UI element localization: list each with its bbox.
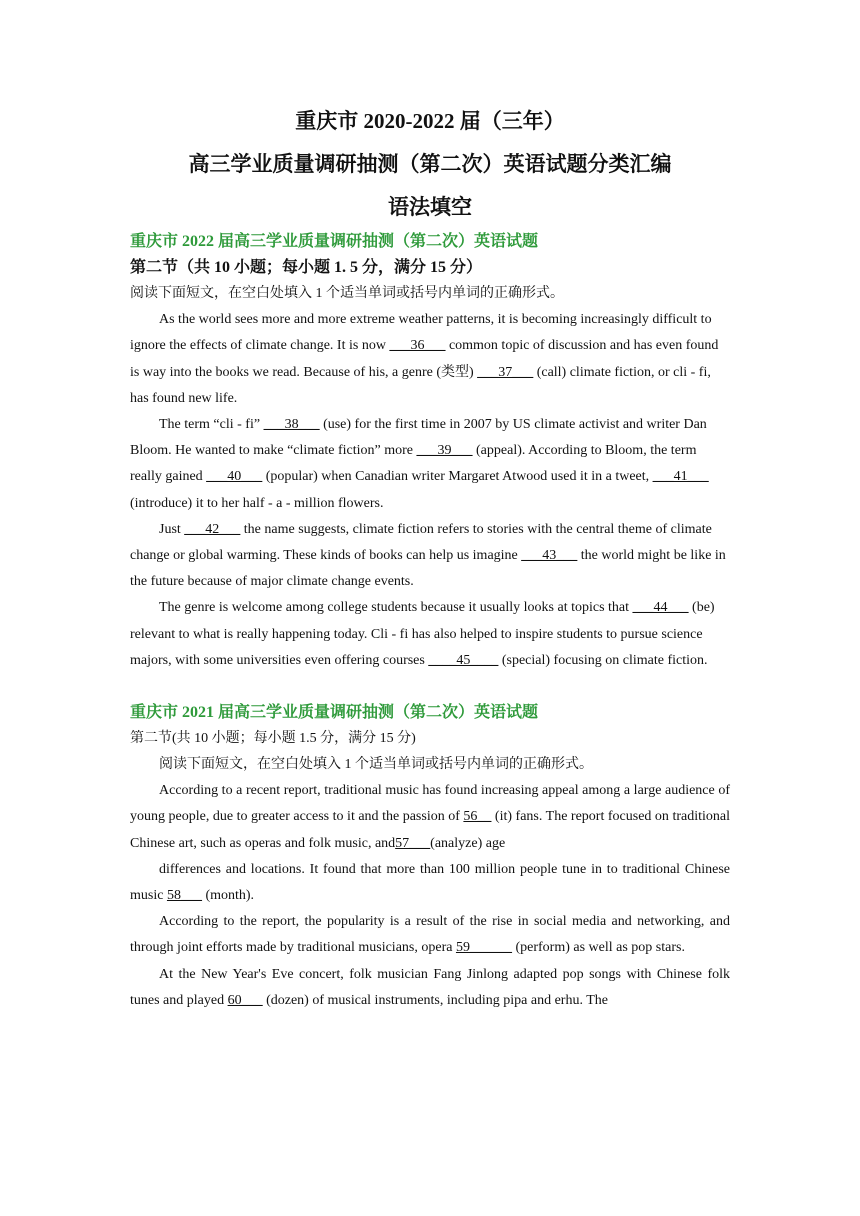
blank-58[interactable]: 58___ <box>166 888 202 904</box>
section-2022-title: 重庆市 2022 届高三学业质量调研抽测（第二次）英语试题 <box>130 233 539 250</box>
passage-2022-paragraph-4: The genre is welcome among college students because it usually looks at topics that ___44___ (be) relevant to what is really happening today. Cli - fi has also helped to inspire students to pursue science majors, with some universities even offering courses ____45____ (special) focusing on climate fiction. <box>130 600 715 668</box>
section-2021-instruction: 阅读下面短文，在空白处填入 1 个适当单词或括号内单词的正确形式。 <box>159 757 593 773</box>
document-title-line-3: 语法填空 <box>388 195 472 219</box>
document-title-line-1: 重庆市 2020-2022 届（三年） <box>295 109 565 133</box>
section-2022-instruction: 阅读下面短文，在空白处填入 1 个适当单词或括号内单词的正确形式。 <box>130 286 564 301</box>
section-2021-title: 重庆市 2021 届高三学业质量调研抽测（第二次）英语试题 <box>130 704 539 722</box>
blank-57[interactable]: 57___ <box>395 835 431 851</box>
blank-41[interactable]: ___41___ <box>652 469 709 485</box>
blank-37[interactable]: ___37___ <box>477 364 534 380</box>
blank-40[interactable]: ___40___ <box>206 469 263 485</box>
passage-2022-paragraph-2: The term “cli - fi” ___38___ (use) for the first time in 2007 by US climate activist and writer Dan Bloom. He wanted to make “climate fiction” more ___39___ (appeal). According to Bloom, the term really gained ___40___ (popular) when Canadian writer Margaret Atwood used it in a tweet, ___41___ (introduce) it to her half - a - million flowers. <box>130 417 709 511</box>
passage-2021-paragraph-2: differences and locations. It found that more than 100 million people tune in to traditional Chinese music 58___ (month). <box>130 861 730 904</box>
blank-39[interactable]: ___39___ <box>416 443 473 459</box>
passage-2021-paragraph-3: According to the report, the popularity is a result of the rise in social media and networking, and through joint efforts made by traditional musicians, opera 59______ (perform) as well as pop stars. <box>130 914 730 956</box>
blank-59[interactable]: 59______ <box>455 940 512 956</box>
passage-2022-paragraph-3: Just ___42___ the name suggests, climate fiction refers to stories with the central theme of climate change or global warming. These kinds of books can help us imagine ___43___ the world might be like in the future because of major climate change events. <box>130 521 726 590</box>
blank-42[interactable]: ___42___ <box>184 521 241 537</box>
document-title-line-2: 高三学业质量调研抽测（第二次）英语试题分类汇编 <box>188 152 672 176</box>
section-2022-subtitle: 第二节（共 10 小题；每小题 1. 5 分，满分 15 分） <box>130 259 483 276</box>
blank-45[interactable]: ____45____ <box>428 652 499 668</box>
section-spacer <box>130 674 730 700</box>
blank-43[interactable]: ___43___ <box>521 548 578 564</box>
passage-2021-paragraph-1: According to a recent report, traditional music has found increasing appeal among a large audience of young people, due to greater access to it and the passion of 56__ (it) fans. The report focused on traditional Chinese art, such as operas and folk music, and57___(analyze) age <box>130 783 730 851</box>
passage-2021-paragraph-4: At the New Year's Eve concert, folk musician Fang Jinlong adapted pop songs with Chinese folk tunes and played 60___ (dozen) of musical instruments, including pipa and erhu. The <box>130 966 730 1008</box>
blank-36[interactable]: ___36___ <box>389 338 446 354</box>
document-page <box>130 100 730 1014</box>
blank-38[interactable]: ___38___ <box>263 417 320 433</box>
blank-56[interactable]: 56__ <box>463 809 492 825</box>
section-2021-subtitle: 第二节(共 10 小题；每小题 1.5 分，满分 15 分) <box>130 731 416 747</box>
blank-60[interactable]: 60___ <box>227 992 263 1008</box>
blank-44[interactable]: ___44___ <box>632 600 689 616</box>
passage-2022-paragraph-1: As the world sees more and more extreme weather patterns, it is becoming increasingly difficult to ignore the effects of climate change. It is now ___36___ common topic of discussion and has even found is way into the books we read. Because of his, a genre (类型) ___37___ (call) climate fiction, or cli - fi, has found new life. <box>130 312 719 406</box>
